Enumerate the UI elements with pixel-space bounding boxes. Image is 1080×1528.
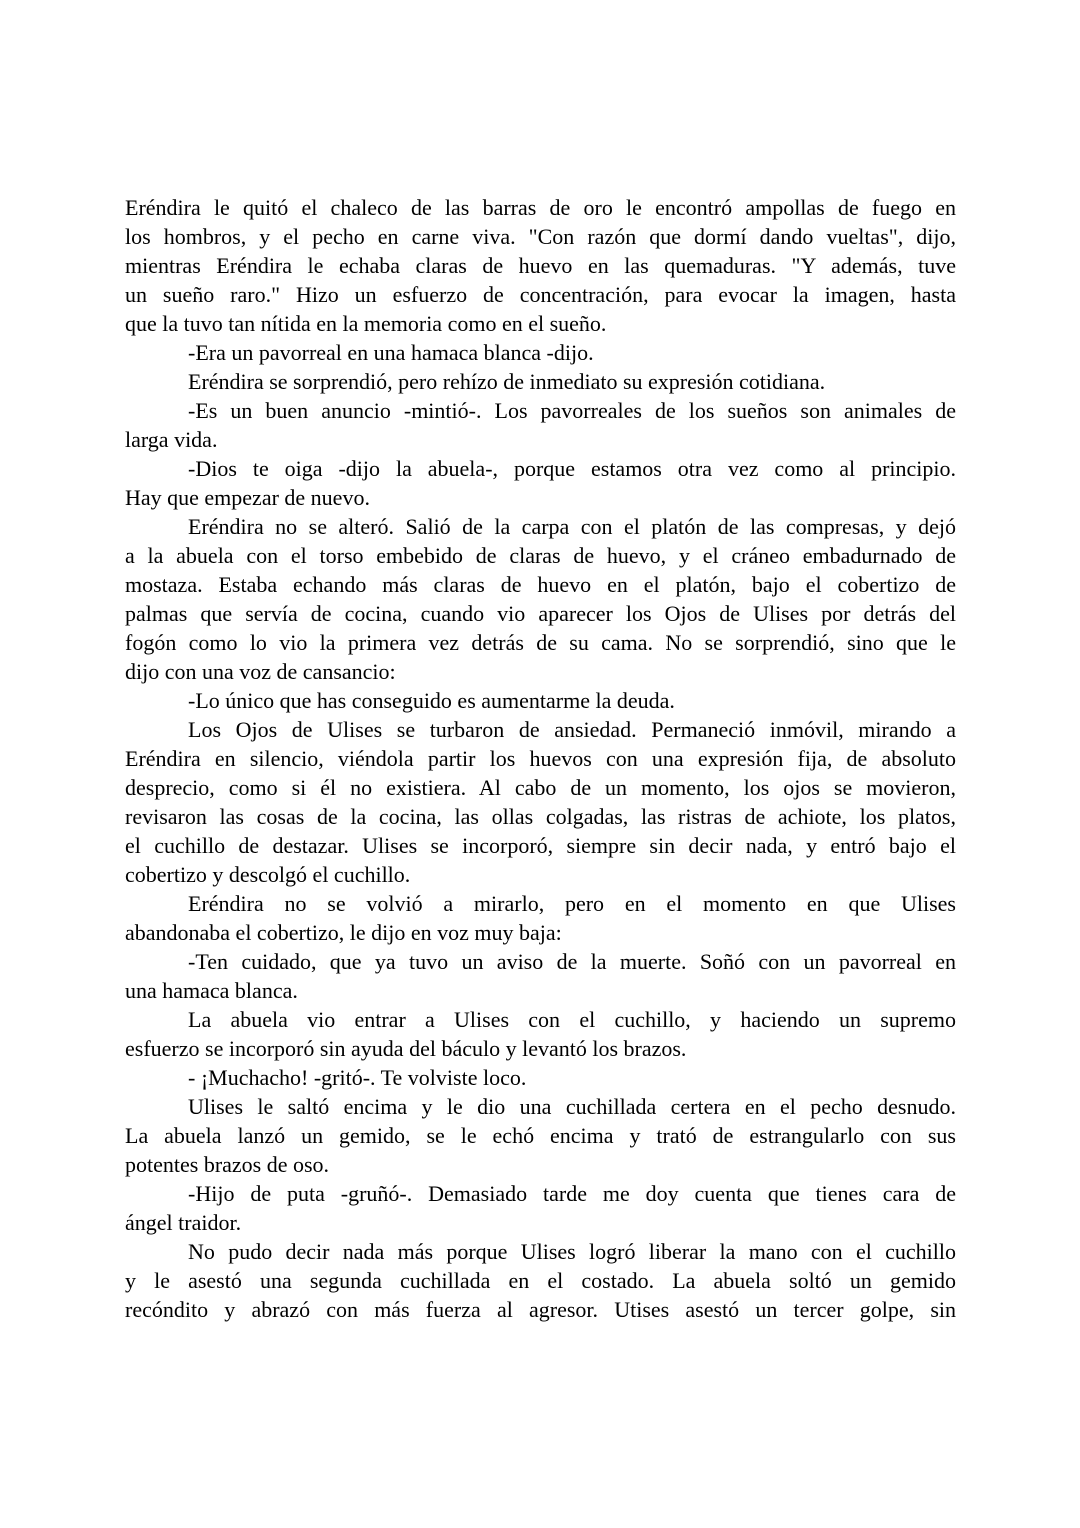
text-line: Hay que empezar de nuevo. xyxy=(125,485,370,510)
text-line: que la tuvo tan nítida en la memoria como en el sueño. xyxy=(125,311,607,336)
text-line: Eréndira le quitó el chaleco de las barras de oro le encontró ampollas de fuego en xyxy=(125,195,956,220)
text-line: La abuela vio entrar a Ulises con el cuchillo, y haciendo un supremo xyxy=(188,1007,956,1032)
text-line: cobertizo y descolgó el cuchillo. xyxy=(125,862,411,887)
text-line: - ¡Muchacho! -gritó-. Te volviste loco. xyxy=(188,1065,527,1090)
text-line: Ulises le saltó encima y le dio una cuchillada certera en el pecho desnudo. xyxy=(188,1094,956,1119)
text-line: No pudo decir nada más porque Ulises logró liberar la mano con el cuchillo xyxy=(188,1239,956,1264)
text-line: -Dios te oiga -dijo la abuela-, porque estamos otra vez como al principio. xyxy=(188,456,956,481)
text-line: Eréndira se sorprendió, pero rehízo de inmediato su expresión cotidiana. xyxy=(188,369,826,394)
text-line: abandonaba el cobertizo, le dijo en voz muy baja: xyxy=(125,920,562,945)
text-line: -Hijo de puta -gruñó-. Demasiado tarde me doy cuenta que tienes cara de xyxy=(188,1181,956,1206)
text-line: -Lo único que has conseguido es aumentarme la deuda. xyxy=(188,688,675,713)
text-line: fogón como lo vio la primera vez detrás de su cama. No se sorprendió, sino que le xyxy=(125,630,956,655)
text-line: -Es un buen anuncio -mintió-. Los pavorreales de los sueños son animales de xyxy=(188,398,956,423)
text-line: -Era un pavorreal en una hamaca blanca -dijo. xyxy=(188,340,594,365)
text-line: ángel traidor. xyxy=(125,1210,242,1235)
text-line: el cuchillo de destazar. Ulises se incorporó, siempre sin decir nada, y entró bajo el xyxy=(125,833,956,858)
text-line: potentes brazos de oso. xyxy=(125,1152,330,1177)
document-page xyxy=(125,193,956,1324)
text-line: mostaza. Estaba echando más claras de huevo en el platón, bajo el cobertizo de xyxy=(125,572,956,597)
text-line: La abuela lanzó un gemido, se le echó encima y trató de estrangularlo con sus xyxy=(125,1123,956,1148)
text-line: y le asestó una segunda cuchillada en el costado. La abuela soltó un gemido xyxy=(125,1268,956,1293)
text-line: Eréndira no se alteró. Salió de la carpa con el platón de las compresas, y dejó xyxy=(188,514,956,539)
text-line: palmas que servía de cocina, cuando vio aparecer los Ojos de Ulises por detrás del xyxy=(125,601,956,626)
text-line: una hamaca blanca. xyxy=(125,978,298,1003)
text-line: un sueño raro." Hizo un esfuerzo de concentración, para evocar la imagen, hasta xyxy=(125,282,956,307)
text-line: desprecio, como si él no existiera. Al cabo de un momento, los ojos se movieron, xyxy=(125,775,956,800)
text-line: a la abuela con el torso embebido de claras de huevo, y el cráneo embadurnado de xyxy=(125,543,956,568)
text-line: esfuerzo se incorporó sin ayuda del báculo y levantó los brazos. xyxy=(125,1036,687,1061)
text-line: revisaron las cosas de la cocina, las ollas colgadas, las ristras de achiote, los platos, xyxy=(125,804,956,829)
text-line: dijo con una voz de cansancio: xyxy=(125,659,396,684)
text-line: Los Ojos de Ulises se turbaron de ansiedad. Permaneció inmóvil, mirando a xyxy=(188,717,956,742)
text-line: Eréndira no se volvió a mirarlo, pero en el momento en que Ulises xyxy=(188,891,956,916)
text-line: mientras Eréndira le echaba claras de huevo en las quemaduras. "Y además, tuve xyxy=(125,253,956,278)
text-line: -Ten cuidado, que ya tuvo un aviso de la muerte. Soñó con un pavorreal en xyxy=(188,949,956,974)
text-line: recóndito y abrazó con más fuerza al agresor. Utises asestó un tercer golpe, sin xyxy=(125,1297,956,1322)
text-line: larga vida. xyxy=(125,427,218,452)
text-line: los hombros, y el pecho en carne viva. "Con razón que dormí dando vueltas", dijo, xyxy=(125,224,956,249)
text-line: Eréndira en silencio, viéndola partir los huevos con una expresión fija, de absoluto xyxy=(125,746,956,771)
